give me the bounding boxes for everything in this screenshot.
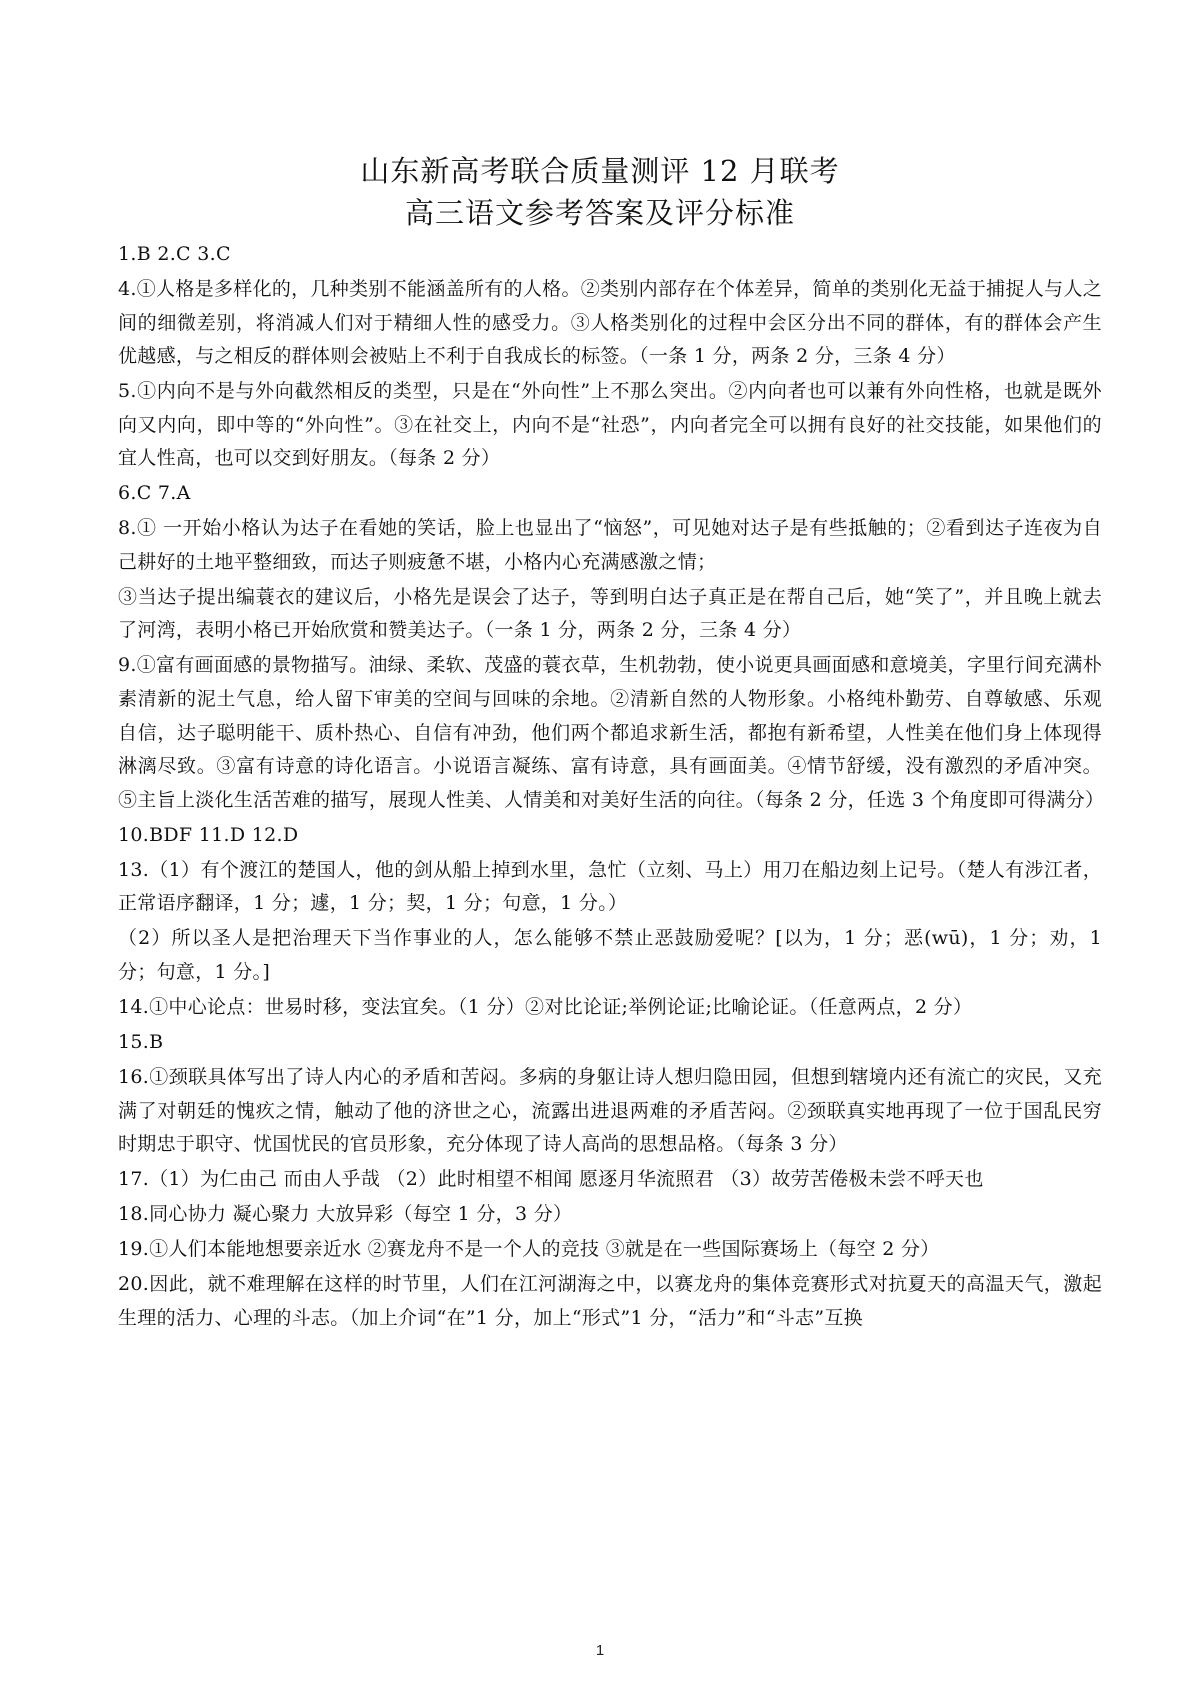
answer-4: 4.①人格是多样化的，几种类别不能涵盖所有的人格。②类别内部存在个体差异，简单的类别化无益于捕捉人与人之间的细微差别，将消减人们对于精细人性的感受力。③人格类别化的过程中会区分出不同的群体，有的群体会产生优越感，与之相反的群体则会被贴上不利于自我成长的标签。（一条 1 分，两条 2 分，三条 4 分）: [118, 277, 1102, 368]
page-title: 山东新高考联合质量测评 12 月联考: [360, 154, 840, 188]
answer-13-part-1: 13.（1）有个渡江的楚国人，他的剑从船上掉到水里，急忙（立刻、马上）用刀在船边刻上记号。（楚人有涉江者，正常语序翻译，1 分；遽，1 分；契，1 分；句意，1 分。）: [118, 858, 1102, 915]
answer-20: 20.因此，就不难理解在这样的时节里，人们在江河湖海之中，以赛龙舟的集体竞赛形式对抗夏天的高温天气，激起生理的活力、心理的斗志。（加上介词“在”1 分，加上“形式”1 分，“活力”和“斗志”互换: [118, 1273, 1102, 1329]
answer-9: 9.①富有画面感的景物描写。油绿、柔软、茂盛的蓑衣草，生机勃勃，使小说更具画面感和意境美，字里行间充满朴素清新的泥土气息，给人留下审美的空间与回味的余地。②清新自然的人物形象。小格纯朴勤劳、自尊敏感、乐观自信，达子聪明能干、质朴热心、自信有冲劲，他们两个都追求新生活，都抱有新希望，人性美在他们身上体现得淋漓尽致。③富有诗意的诗化语言。小说语言凝练、富有诗意，具有画面美。④情节舒缓，没有激烈的矛盾冲突。⑤主旨上淡化生活苦难的描写，展现人性美、人情美和对美好生活的向往。（每条 2 分，任选 3 个角度即可得满分）: [118, 654, 1105, 811]
answer-8-part-1: 8.① 一开始小格认为达子在看她的笑话，脸上也显出了“恼怒”，可见她对达子是有些抵触的；②看到达子连夜为自己耕好的土地平整细致，而达子则疲惫不堪，小格内心充满感激之情；: [118, 517, 1102, 573]
answer-6-7: 6.C 7.A: [118, 482, 191, 505]
answer-5: 5.①内向不是与外向截然相反的类型，只是在“外向性”上不那么突出。②内向者也可以兼有外向性格，也就是既外向又内向，即中等的“外向性”。③在社交上，内向不是“社恐”，内向者完全可以拥有良好的社交技能，如果他们的宜人性高，也可以交到好朋友。（每条 2 分）: [118, 380, 1102, 470]
answer-14: 14.①中心论点：世易时移，变法宜矣。（1 分）②对比论证;举例论证;比喻论证。（任意两点，2 分）: [118, 995, 973, 1018]
page-subtitle: 高三语文参考答案及评分标准: [404, 196, 795, 230]
answer-1-3: 1.B 2.C 3.C: [118, 243, 231, 265]
page-number: 1: [595, 1642, 605, 1659]
answer-8-part-2: ③当达子提出编蓑衣的建议后，小格先是误会了达子，等到明白达子真正是在帮自己后，她“笑了”，并且晚上就去了河湾，表明小格已开始欣赏和赞美达子。（一条 1 分，两条 2 分，三条 4 分）: [118, 585, 1102, 642]
answer-list: [118, 238, 1105, 1337]
answer-17: 17.（1）为仁由己 而由人乎哉 （2）此时相望不相闻 愿逐月华流照君 （3）故劳苦倦极未尝不呼天也: [118, 1168, 984, 1191]
title-block: [0, 150, 1200, 234]
answer-10-12: 10.BDF 11.D 12.D: [118, 823, 299, 846]
answer-15: 15.B: [118, 1030, 164, 1053]
answer-13-part-2: （2）所以圣人是把治理天下当作事业的人，怎么能够不禁止恶鼓励爱呢？[以为，1 分；恶(wū)，1 分；劝，1 分；句意，1 分。]: [118, 927, 1102, 983]
answer-19: 19.①人们本能地想要亲近水 ②赛龙舟不是一个人的竞技 ③就是在一些国际赛场上（每空 2 分）: [118, 1238, 940, 1261]
answer-16: 16.①颈联具体写出了诗人内心的矛盾和苦闷。多病的身躯让诗人想归隐田园，但想到辖境内还有流亡的灾民，又充满了对朝廷的愧疚之情，触动了他的济世之心，流露出进退两难的矛盾苦闷。②颈联真实地再现了一位于国乱民穷时期忠于职守、忧国忧民的官员形象，充分体现了诗人高尚的思想品格。（每条 3 分）: [118, 1065, 1102, 1156]
answer-18: 18.同心协力 凝心聚力 大放异彩（每空 1 分，3 分）: [118, 1203, 573, 1226]
